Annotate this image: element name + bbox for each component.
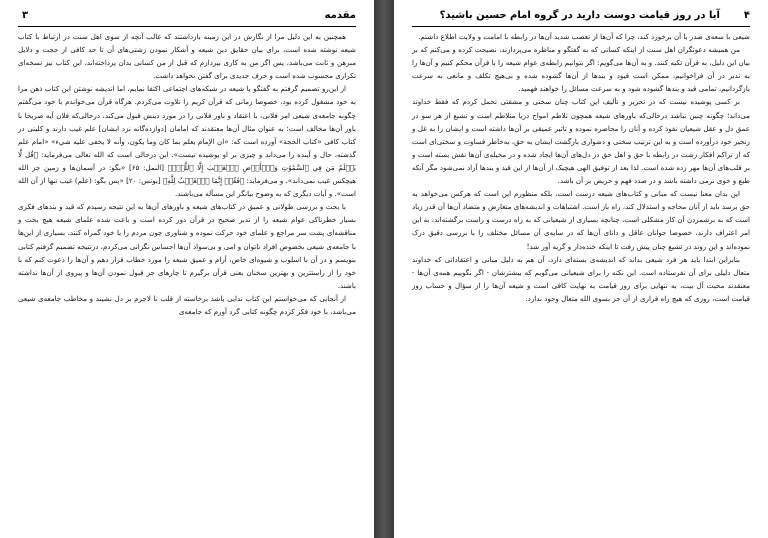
right-page-body (412, 30, 750, 532)
paragraph: همچنین به این دلیل مرا از نگارش در این زمینه بازداشتند که غالب آنچه از سوی اهل سنت در ارتباط با کتاب شیعه نوشته شده است، برای بیان حقایق دین شیعه و آشکار نمودن زشتی‌های آن تا حد کافی از حجت و دلایل مبرهن و ثابت می‌باشد، پس اگر من به کاری بپردازم که قبل از من کسانی بدان پرداخته‌اند، این کتاب نیز نسخه‌ای تکراری محسوب شده است و حرف جدیدی برای گفتن نخواهد داشت. (18, 32, 356, 81)
running-title: آیا در روز قیامت دوست دارید در گروه امام حسین باشید؟ (439, 10, 720, 21)
running-title: مقدمه (324, 10, 356, 21)
paragraph: من همیشه دعوتگران اهل سنت از اینکه کسانی که به گفتگو و مناظره می‌پردازند، نصیحت کرده و می‌کنم که بر بیان این دلیل، به قرآن تکیه کنند. و به آن‌ها می‌گویم: اگر بتوانیم رابطه‌ی عوام شیعه را با قرآن محکم کنیم و آن‌ها را به تدبر در آن فراخوانیم، ممکن است قیود و بندها از آن‌ها گشوده شده و بی‌هیچ تکلف و مانعی به سرعت بازگردانیم، تمامی قید و بندها گشوده شود و به سرعت مسائل را خواهند فهمید. (412, 45, 750, 94)
paragraph: با بحث و بررسی طولانی و عمیق در کتاب‌های شیعه و باورهای آن‌ها به این نتیجه رسیدم که قید و بندهای فکری بسیار خطرناکی عوام شیعه را از تدبر صحیح در قرآن دور کرده است و باعث شده علمای شیعه هیچ بحث و مناقشه‌ای پشت سر مراجع و علمای خود حرکت نموده و شناوری چون مردم را با خود گمراه کنند. بسیاری از این‌ها با جامعه‌ی شیعی بخصوص افراد ناتوان و امی و بی‌سواد آن‌ها احساس نگرانی می‌کردم، درنتیجه تصمیم گرفتم کتابی بنویسم و در آن با اسلوب و شیوه‌ای خاص، آرام و عمیق شیعه را مورد خطاب قرار دهم و آن‌ها را دعوت کنم که با خود را از راستترین و بهترین سخنان یعنی قرآن برگیرم تا چارهای جز قبول نمودن آن‌ها و پیروی از آن‌ها نداشته باشند. (18, 202, 356, 290)
right-page (394, 0, 768, 538)
paragraph: از آنجایی که می‌خواستم این کتاب ندایی باشد برخاسته از قلب تا لاجرم بر دل نشیند و مخاطب جامعه‌ی شیعی می‌باشد، با خود فکر کردم چگونه کتابی گرد آورم که جامعه‌ی (18, 293, 356, 316)
page-gutter (374, 0, 394, 538)
paragraph: بنابراین ابتدا باید هر فرد شیعی بداند که اندیشه‌ی بسته‌ای دارد، آن هم به دلیل مبانی و اعتقاداتی که خداوند متعال دلیلی برای آن نفرستاده است. این نکته را برای شیعیانی می‌گویم که بیشترشان - اگر نگوییم همه‌ی آن‌ها - معتقدند محبت آل بیت، به تنهایی برای روز قیامت به نهایت کافی است و شیعه آن‌ها را از سؤال و حساب روز قیامت است، روزی که هیچ راه فراری از آن جز بسوی الله متعال وجود ندارد. (412, 254, 750, 303)
page-number: ۴ (743, 10, 750, 21)
left-page-header (18, 8, 356, 27)
paragraph: شیعی با سعه‌ی صدر با آن برخورد کند، چرا که آن‌ها از تعصب شدید آن‌ها در رابطه با امامت و ولایت اطلاع داشتم. (418, 32, 750, 41)
right-page-header (412, 8, 750, 27)
paragraph: از این‌رو تصمیم گرفتم به گفتگو با شیعه در شبکه‌های اجتماعی اکتفا نمایم، اما اندیشه نوشتن این کتاب ذهن مرا به خود مشغول کرده بود، خصوصا زمانی که قرآن کریم را تلاوت می‌کردم. هرگاه قرآن می‌خواندم با خود می‌گفتم چگونه جامعه‌ی شیعی امر فلانی، با اعتقاد و باور فلانی را در مورد دینش قبول می‌کند، درحالی‌که فلان آیه صریحا با باور آن‌ها مخالف است؛ به عنوان مثال آن‌ها معتقدند که امامان [دوازده‌گانه نزد ایشان] علم غیب دارند و کلینی در کتاب کافی «کتاب الحجة» آورده است که: «ان الإمام یعلم بما کان وما یکون، وأنه لا یخفی علیه شيء» «امام علم گذشته، حال و آینده را می‌داند و چیزی بر او پوشیده نیست». این درحالی است که الله تعالی می‌فرماید: ﴿قُل لَّا یَعۡلَمُ مَن فِي ٱلسَّمَٰوَٰتِ وَٱلۡأَرۡضِ ٱلۡغَیۡبَ إِلَّا ٱللَّهُۚ﴾ [النمل: ۶۵] «بگو: در آسمان‌ها و زمین جز الله هیچکس غیب نمی‌داند». و می‌فرماید: ﴿فَقُلۡ إِنَّمَا ٱلۡغَیۡبُ لِلَّهِ﴾ [یونس: ۲۰] «پس بگو: (علم) غیب تنها از آن الله است». و آیات دیگری که به وضوح بیانگر این مسأله می‌باشند. (18, 84, 356, 199)
paragraph: بر کسی پوشیده نیست که در تحریر و تألیف این کتاب چنان سختی و مشقتی تحمل کردم که فقط خداوند می‌داند؛ چگونه چنین نباشد درحالی‌که باورهای شیعه همچون تلاطم امواج دریا متلاطم است و تشیع از هر سو در عمق دل و عقل شیعیان نفوذ کرده و آنان را محاصره نموده و تاثیر عمیقی بر آن‌ها داشته است و ایشان را به غل و زنجیر خود درآورده است و به این ترتیب سختی و دشواری بازگشت ایشان به حق، به‌خاطر قساوت و سختی‌ای است که از تراکم افکار زشت در رابطه با حق و اهل حق در دل‌های آن‌ها ایجاد شده و در مخیله‌ی آن‌ها نقش بسته است و بر قلب‌های آن‌ها مهر زده شده است. لذا بعد از توفیق الهی هیچیک از آن‌ها از این قید و بندها آزاد نمی‌شود مگر آنکه طبع و خوی نرمی داشته باشد و در صدد فهم و حریص بر آن باشد. (412, 97, 750, 186)
left-page-body (18, 30, 356, 532)
page-number: ۳ (22, 10, 29, 21)
left-page (0, 0, 374, 538)
paragraph: این بدان معنا نیست که مبانی و کتاب‌های شیعه درست است، بلکه منظورم این است که هرکس می‌خواهد به حق برسد باید از آنان محاجه و استدلال کند، راه باز است. اشتباهات و اندیشه‌های متعارض و متضاد آن‌ها آن قدر زیاد است که به برشمردن آن کار مشکلی است، چنانچه بسیاری از شیعیانی که به راه درست و راست برگشته‌اند، به این امر اعتراف دارند، خصوصا جوانان عاقل و دانای آن‌ها که در سایه‌ی آن مسائل مختلف را با بررسی دقیق درک نموده‌اند و این روند در تشیع چنان پیش رفت تا اینکه خنده‌دار و گریه آور شد! (412, 189, 750, 251)
